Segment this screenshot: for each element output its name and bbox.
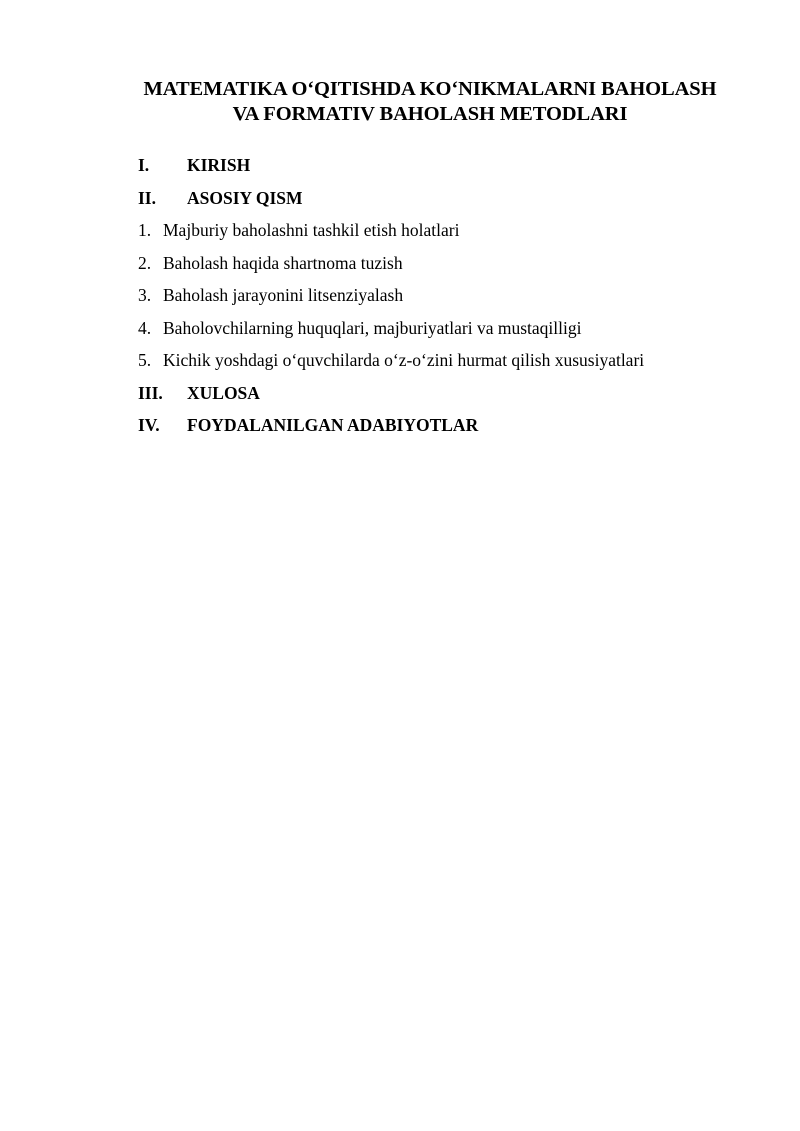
toc-item-text: Majburiy baholashni tashkil etish holatlari (163, 220, 460, 240)
toc-item-xulosa (138, 380, 758, 413)
toc-item-text: Baholash haqida shartnoma tuzish (163, 252, 403, 273)
toc-subitem-5 (138, 347, 758, 380)
toc-item-text: KIRISH (187, 155, 251, 175)
toc-item-kirish (138, 152, 758, 185)
toc-item-number: III. (138, 382, 163, 403)
toc-item-number: IV. (138, 415, 160, 435)
toc-item-number: 4. (138, 317, 152, 338)
toc-item-text: FOYDALANILGAN ADABIYOTLAR (187, 415, 479, 435)
toc-item-text: Baholovchilarning huquqlari, majburiyatlari va mustaqilligi (163, 317, 582, 338)
title-line-2: VA FORMATIV BAHOLASH METODLARI (232, 103, 628, 125)
toc-item-text: ASOSIY QISM (187, 187, 303, 208)
toc-item-text: Baholash jarayonini litsenziyalash (163, 285, 404, 305)
toc-item-asosiy-qism (138, 185, 758, 218)
table-of-contents (138, 152, 758, 445)
toc-item-number: I. (138, 155, 150, 175)
toc-subitem-4 (138, 315, 758, 348)
toc-subitem-3 (138, 282, 758, 315)
toc-subitem-2 (138, 250, 758, 283)
toc-item-text: Kichik yoshdagi o‘quvchilarda o‘z-o‘zini hurmat qilish xususiyatlari (163, 350, 645, 370)
toc-subitem-1 (138, 217, 758, 250)
toc-item-adabiyotlar (138, 412, 758, 445)
toc-item-number: 5. (138, 350, 152, 370)
title-line-1: MATEMATIKA O‘QITISHDA KO‘NIKMALARNI BAHOLASH (143, 78, 717, 100)
toc-item-number: II. (138, 187, 156, 208)
toc-item-number: 3. (138, 285, 152, 305)
toc-item-number: 1. (138, 220, 152, 240)
toc-item-text: XULOSA (187, 382, 260, 403)
page-title (100, 77, 760, 127)
toc-item-number: 2. (138, 252, 152, 273)
